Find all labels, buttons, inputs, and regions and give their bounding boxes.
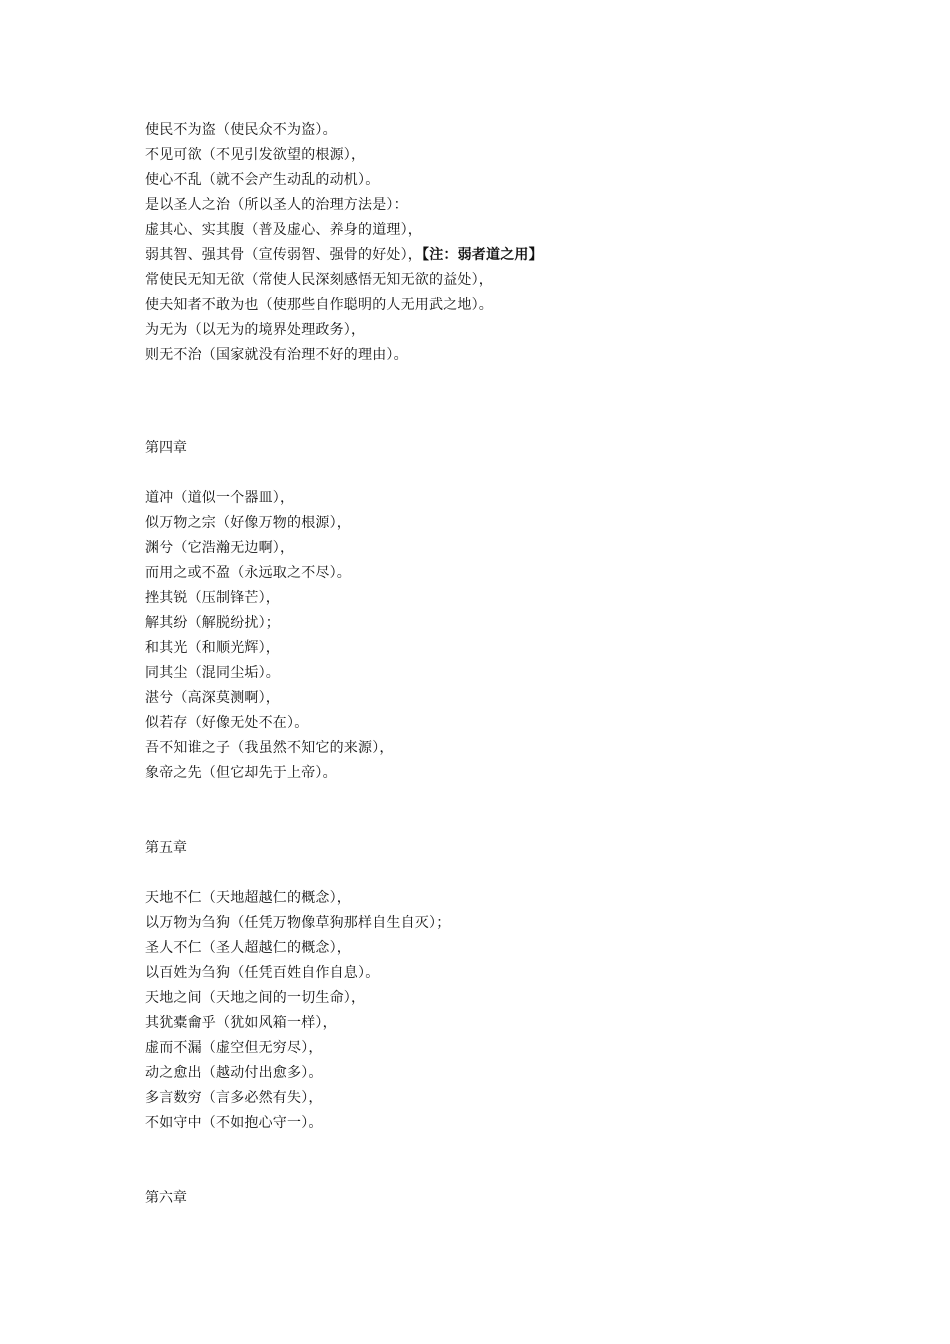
chapter-4 [145, 436, 905, 786]
text-line: 弱其智、强其骨（宣传弱智、强骨的好处）， [145, 247, 422, 263]
spacer [145, 461, 905, 486]
text-line: 则无不治（国家就没有治理不好的理由）。 [145, 347, 408, 363]
spacer [145, 1136, 905, 1186]
spacer [145, 786, 905, 836]
text-line: 以万物为刍狗（任凭万物像草狗那样自生自灭）； [145, 915, 451, 931]
text-line: 同其尘（混同尘垢）。 [145, 665, 280, 681]
chapter-title: 第六章 [145, 1190, 187, 1206]
chapter-5 [145, 836, 905, 1136]
text-line: 不如守中（不如抱心守一）。 [145, 1115, 323, 1131]
chapter-6 [145, 1186, 905, 1211]
text-line: 道冲（道似一个器皿）， [145, 490, 295, 506]
text-line: 和其光（和顺光辉）， [145, 640, 280, 656]
text-line: 以百姓为刍狗（任凭百姓自作自息）。 [145, 965, 380, 981]
section-3-tail [145, 118, 905, 368]
text-line: 使心不乱（就不会产生动乱的动机）。 [145, 172, 380, 188]
text-line: 动之愈出（越动付出愈多）。 [145, 1065, 323, 1081]
text-line: 使民不为盗（使民众不为盗）。 [145, 122, 337, 138]
chapter-title: 第四章 [145, 440, 187, 456]
text-line: 湛兮（高深莫测啊）， [145, 690, 280, 706]
text-line: 天地不仁（天地超越仁的概念）， [145, 890, 351, 906]
text-line: 解其纷（解脱纷扰）； [145, 615, 280, 631]
text-line: 似万物之宗（好像万物的根源）， [145, 515, 351, 531]
text-line: 象帝之先（但它却先于上帝）。 [145, 765, 337, 781]
spacer [145, 368, 905, 436]
text-line: 多言数穷（言多必然有失）， [145, 1090, 323, 1106]
annotation-note: 【注：弱者道之用】 [422, 247, 543, 263]
text-line: 圣人不仁（圣人超越仁的概念）， [145, 940, 351, 956]
text-line: 似若存（好像无处不在）。 [145, 715, 309, 731]
text-line: 虚而不漏（虚空但无穷尽）， [145, 1040, 323, 1056]
text-line: 是以圣人之治（所以圣人的治理方法是）： [145, 197, 408, 213]
text-line-with-note [145, 243, 905, 268]
text-line: 挫其锐（压制锋芒）， [145, 590, 280, 606]
text-line: 常使民无知无欲（常使人民深刻感悟无知无欲的益处）， [145, 272, 493, 288]
text-line: 为无为（以无为的境界处理政务）， [145, 322, 366, 338]
chapter-title: 第五章 [145, 840, 187, 856]
text-line: 吾不知谁之子（我虽然不知它的来源）， [145, 740, 394, 756]
text-line: 而用之或不盈（永远取之不尽）。 [145, 565, 351, 581]
text-line: 使夫知者不敢为也（使那些自作聪明的人无用武之地）。 [145, 297, 493, 313]
text-line: 天地之间（天地之间的一切生命）， [145, 990, 366, 1006]
spacer [145, 861, 905, 886]
text-line: 不见可欲（不见引发欲望的根源）， [145, 147, 366, 163]
text-line: 渊兮（它浩瀚无边啊）， [145, 540, 295, 556]
text-line: 其犹橐龠乎（犹如风箱一样）， [145, 1015, 337, 1031]
text-line: 虚其心、实其腹（普及虚心、养身的道理）， [145, 222, 422, 238]
document-page [145, 118, 905, 1211]
